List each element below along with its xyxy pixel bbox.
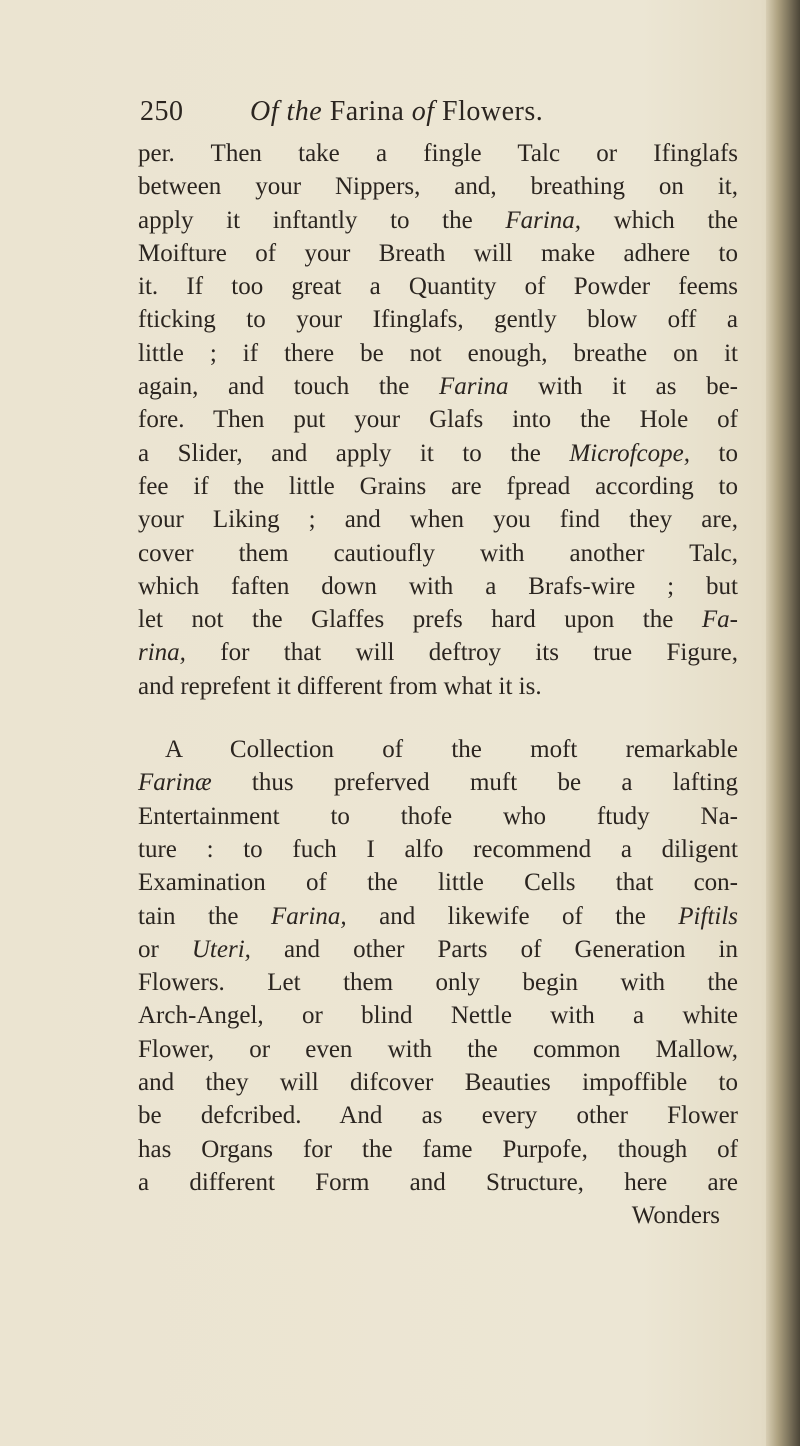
text-line: let not the Glaffes prefs hard upon the Fa- [138,606,738,634]
page-edge-shadow [766,0,800,1446]
text-line: apply it inftantly to the Farina, which the [138,206,738,234]
text-line: your Liking ; and when you find they are, [138,506,738,534]
paragraph-1 [138,137,738,703]
text-line: and reprefent it different from what it is. [138,672,542,700]
text-line: again, and touch the Farina with it as be- [138,373,738,401]
paragraph-2 [138,733,738,1199]
text-line: it. If too great a Quantity of Powder feems [138,273,738,301]
text-line: Moifture of your Breath will make adhere to [138,239,738,267]
text-line: tain the Farina, and likewife of the Piftils [138,902,739,930]
title-word: the [286,96,323,127]
title-word: of [411,96,435,127]
text-line: a Slider, and apply it to the Microfcope, to [138,439,738,467]
running-title [250,96,543,127]
title-word: Flowers. [442,96,544,127]
text-line: cover them cautioufly with another Talc, [138,539,738,567]
title-word: Farina [329,96,405,127]
text-line: little ; if there be not enough, breathe on it [138,339,738,367]
text-line: Farinæ thus preferved muft be a lafting [138,769,738,797]
text-line: rina, for that will deftroy its true Figure, [138,639,738,667]
text-line: or Uteri, and other Parts of Generation in [138,935,738,963]
text-line: a different Form and Structure, here are [138,1168,738,1196]
text-line: Examination of the little Cells that con- [138,869,738,897]
text-line: ture : to fuch I alfo recommend a diligent [138,835,738,863]
paragraph-gap [138,703,738,733]
page-number: 250 [140,96,184,127]
body-text [138,137,738,1233]
text-line: fticking to your Ifinglafs, gently blow off a [138,306,738,334]
text-line: Flowers. Let them only begin with the [138,969,738,997]
text-line: A Collection of the moft remarkable [165,736,738,764]
text-line: be defcribed. And as every other Flower [138,1102,738,1130]
title-word: Of [250,96,279,127]
text-line: between your Nippers, and, breathing on it, [138,173,738,201]
running-header [140,96,760,136]
text-line: which faften down with a Brafs-wire ; but [138,572,738,600]
text-line: Entertainment to thofe who ftudy Na- [138,802,738,830]
text-line: and they will difcover Beauties impoffible to [138,1069,738,1097]
text-line: Flower, or even with the common Mallow, [138,1035,738,1063]
text-line: Arch-Angel, or blind Nettle with a white [138,1002,738,1030]
catchword: Wonders [631,1202,720,1230]
text-line: fee if the little Grains are fpread according to [138,472,738,500]
text-line: per. Then take a fingle Talc or Ifinglafs [138,140,738,167]
text-line: fore. Then put your Glafs into the Hole of [138,406,738,434]
text-line: has Organs for the fame Purpofe, though of [138,1135,738,1163]
